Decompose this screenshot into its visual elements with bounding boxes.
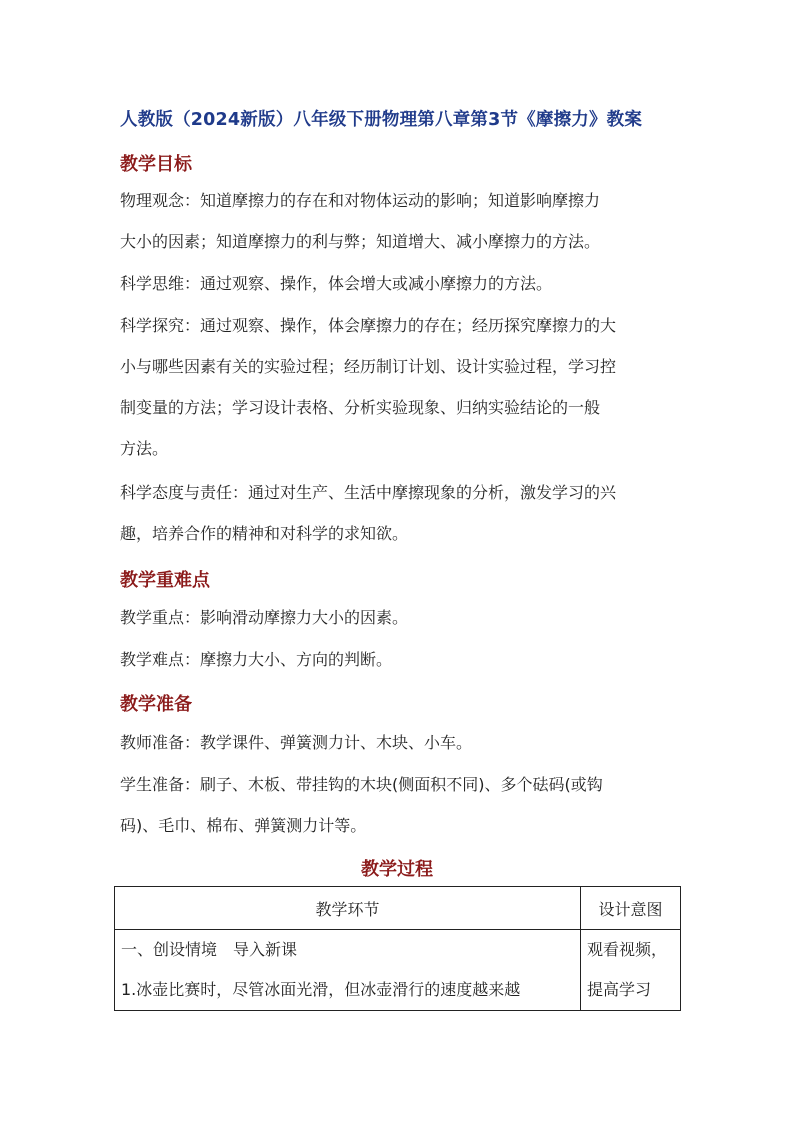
paragraph-teacher-preparation bbox=[120, 722, 680, 763]
cell-text-line: 提高学习 bbox=[587, 980, 652, 999]
paragraph-physics-concept bbox=[120, 180, 680, 262]
cell-text-line: 1.冰壶比赛时，尽管冰面光滑，但冰壶滑行的速度越来越 bbox=[121, 980, 521, 999]
table-title: 教学过程 bbox=[361, 859, 433, 880]
header-cell-design-intent: 设计意图 bbox=[581, 887, 681, 930]
cell-text-line: 一、创设情境 导入新课 bbox=[121, 940, 298, 959]
section-heading-objectives: 教学目标 bbox=[120, 154, 192, 175]
header-cell-teaching-stage: 教学环节 bbox=[115, 887, 581, 930]
text-line: 小与哪些因素有关的实验过程；经历制订计划、设计实验过程，学习控 bbox=[120, 357, 617, 376]
section-heading-preparation: 教学准备 bbox=[120, 694, 192, 715]
paragraph-difficult-point bbox=[120, 639, 680, 680]
text-line: 科学态度与责任：通过对生产、生活中摩擦现象的分析，激发学习的兴 bbox=[120, 483, 617, 502]
text-line: 科学探究：通过观察、操作，体会摩擦力的存在；经历探究摩擦力的大 bbox=[120, 316, 617, 335]
text-line: 教学重点：影响滑动摩擦力大小的因素。 bbox=[120, 608, 409, 627]
text-line: 趣，培养合作的精神和对科学的求知欲。 bbox=[120, 524, 409, 543]
table-row bbox=[115, 930, 681, 1011]
table-cell-design-intent bbox=[581, 930, 681, 1011]
paragraph-attitude-responsibility bbox=[120, 472, 680, 554]
section-heading-key-points: 教学重难点 bbox=[120, 570, 210, 591]
text-line: 大小的因素；知道摩擦力的利与弊；知道增大、减小摩擦力的方法。 bbox=[120, 232, 601, 251]
paragraph-student-preparation bbox=[120, 764, 680, 846]
text-line: 制变量的方法；学习设计表格、分析实验现象、归纳实验结论的一般 bbox=[120, 398, 601, 417]
text-line: 教学难点：摩擦力大小、方向的判断。 bbox=[120, 650, 393, 669]
text-line: 科学思维：通过观察、操作，体会增大或减小摩擦力的方法。 bbox=[120, 274, 553, 293]
teaching-process-table bbox=[114, 886, 681, 1011]
paragraph-scientific-inquiry bbox=[120, 305, 680, 469]
text-line: 码)、毛巾、棉布、弹簧测力计等。 bbox=[120, 816, 367, 835]
text-line: 方法。 bbox=[120, 439, 169, 458]
text-line: 学生准备：刷子、木板、带挂钩的木块(侧面积不同)、多个砝码(或钩 bbox=[120, 775, 603, 794]
paragraph-scientific-thinking bbox=[120, 263, 680, 304]
document-title: 人教版（2024新版）八年级下册物理第八章第3节《摩擦力》教案 bbox=[120, 110, 643, 130]
text-line: 教师准备：教学课件、弹簧测力计、木块、小车。 bbox=[120, 733, 473, 752]
cell-text-line: 观看视频， bbox=[587, 940, 668, 959]
table-header-row bbox=[115, 887, 681, 930]
text-line: 物理观念：知道摩擦力的存在和对物体运动的影响；知道影响摩擦力 bbox=[120, 191, 601, 210]
table-cell-teaching-stage bbox=[115, 930, 581, 1011]
paragraph-key-point bbox=[120, 597, 680, 638]
